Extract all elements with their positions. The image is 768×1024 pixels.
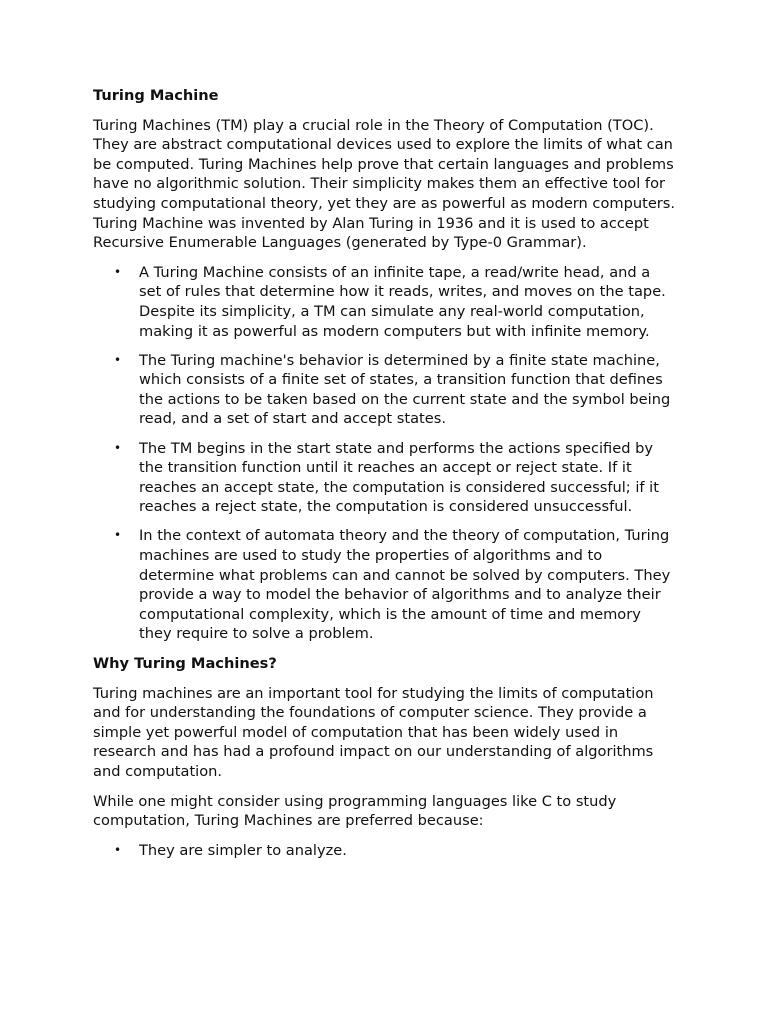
why-paragraph: Turing machines are an important tool for studying the limits of computation and for understanding the foundations of computer science. They provide a simple yet powerful model of computation that has been widely used in research and has had a profound impact on our understanding of algorithms and computation. [93, 684, 654, 780]
list-item-text: A Turing Machine consists of an infinite tape, a read/write head, and a set of rules that determine how it reads, writes, and moves on the tape. Despite its simplicity, a TM can simulate any real-world computation, making it as powerful as modern computers but with infinite memory. [139, 263, 666, 340]
preference-paragraph: While one might consider using programming languages like C to study computation, Turing Machines are preferred because: [93, 792, 617, 830]
bullet-icon: • [114, 352, 122, 367]
bullet-icon: • [114, 528, 122, 543]
list-item-text: In the context of automata theory and the theory of computation, Turing machines are used to study the properties of algorithms and to determine what problems can and cannot be solved by computers. They provide a way to model the behavior of algorithms and to analyze their computational complexity, which is the amount of time and memory they require to solve a problem. [139, 527, 671, 643]
bullet-icon: • [114, 842, 122, 857]
intro-paragraph: Turing Machines (TM) play a crucial role in the Theory of Computation (TOC). They are abstract computational devices used to explore the limits of what can be computed. Turing Machines help prove that certain languages and problems have no algorithmic solution. Their simplicity makes them an effective tool for studying computational theory, yet they are as powerful as modern computers. Turing Machine was invented by Alan Turing in 1936 and it is used to accept Recursive Enumerable Languages (generated by Type-0 Grammar). [93, 116, 676, 252]
bullet-list-reasons [93, 841, 677, 861]
bullet-list-tm-properties [93, 263, 677, 644]
section-heading-why-turing-machines: Why Turing Machines? [93, 654, 277, 672]
list-item-text: They are simpler to analyze. [139, 841, 347, 859]
list-item [93, 439, 677, 517]
list-item [93, 526, 677, 644]
list-item [93, 841, 677, 861]
list-item [93, 263, 677, 341]
bullet-icon: • [114, 264, 122, 279]
section-heading-turing-machine: Turing Machine [93, 87, 219, 104]
list-item-text: The Turing machine's behavior is determined by a finite state machine, which consists of a finite set of states, a transition function that defines the actions to be taken based on the current state and the symbol being read, and a set of start and accept states. [139, 351, 671, 428]
document-page [93, 86, 677, 870]
bullet-icon: • [114, 440, 122, 455]
list-item [93, 351, 677, 429]
list-item-text: The TM begins in the start state and performs the actions specified by the transition function until it reaches an accept or reject state. If it reaches an accept state, the computation is considered successful; if it reaches a reject state, the computation is considered unsuccessful. [139, 439, 659, 516]
